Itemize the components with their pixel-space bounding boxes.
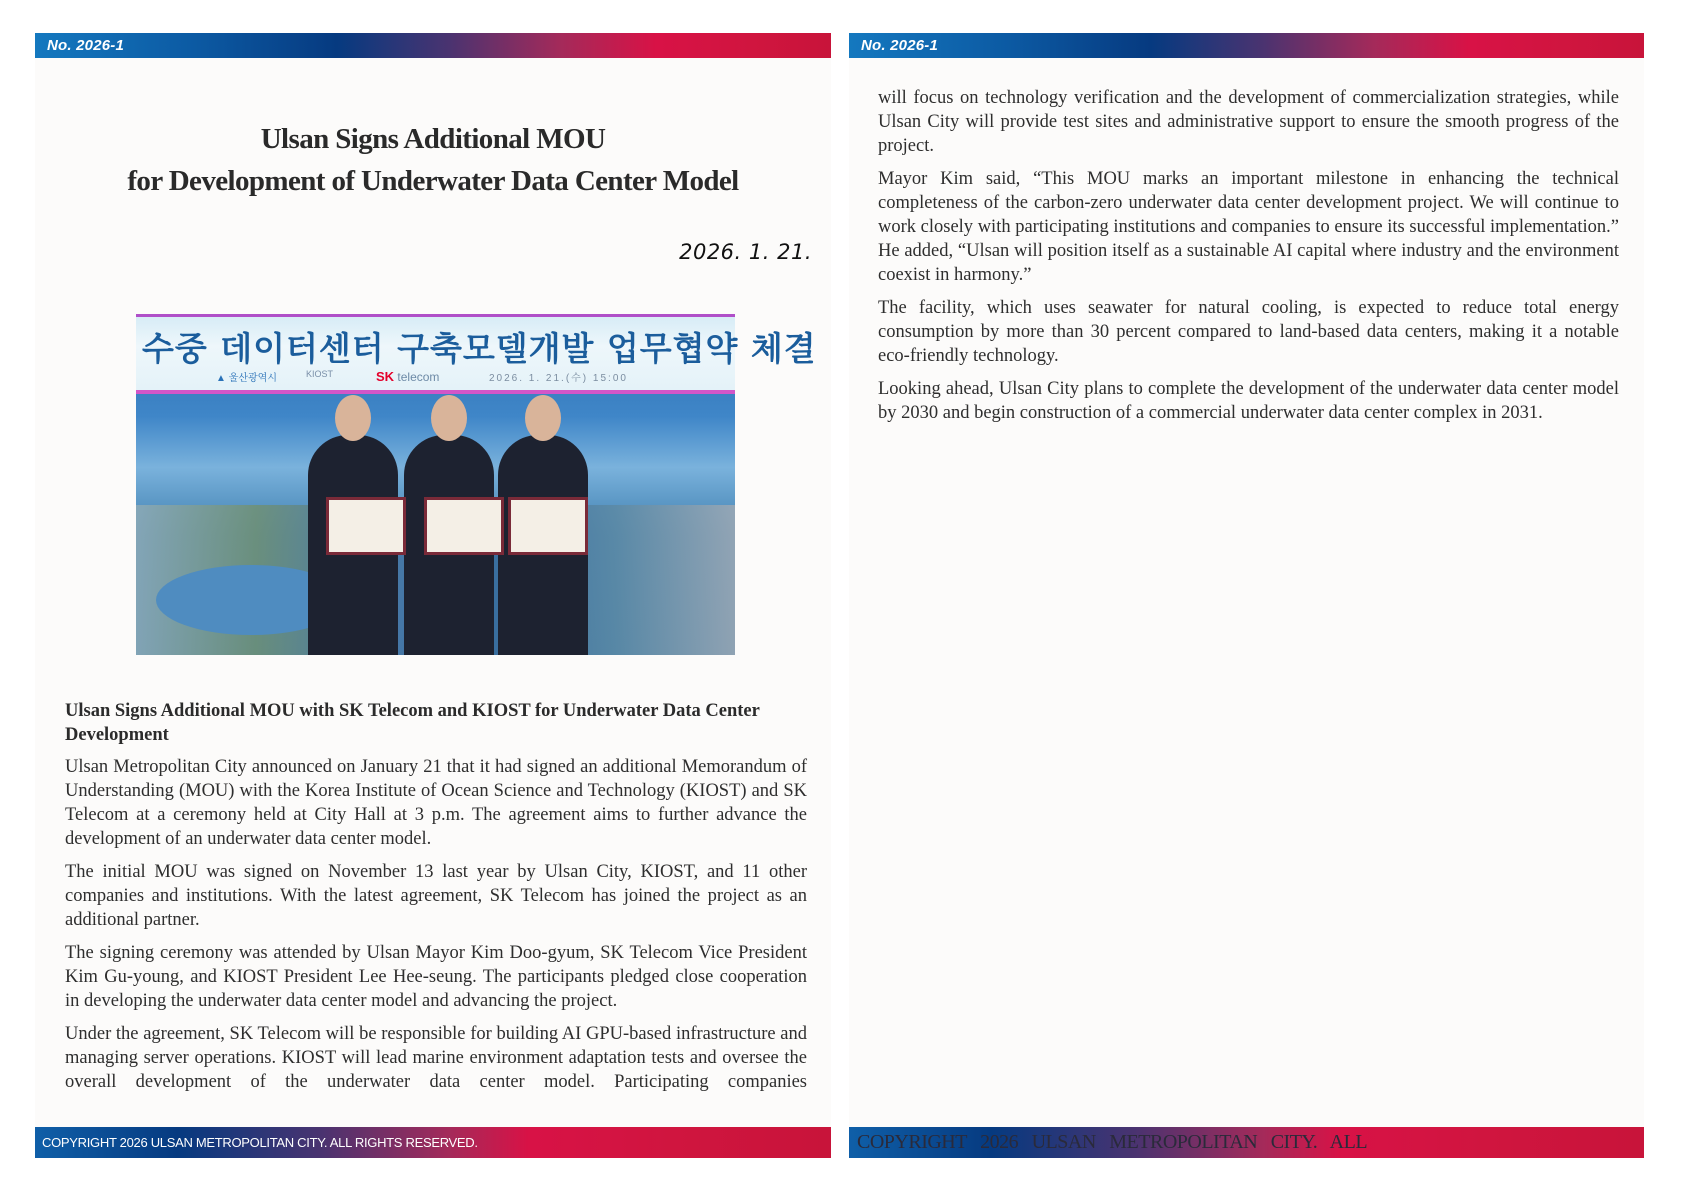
banner-logos: [136, 369, 735, 387]
sk-telecom-logo: SK telecom: [376, 369, 440, 384]
paragraph: Looking ahead, Ulsan City plans to complete the development of the underwater data center model by 2030 and begin construction of a commercial underwater data center complex in 2031.: [878, 379, 1619, 423]
copyright-text: COPYRIGHT 2026 ULSAN METROPOLITAN CITY. ALL: [857, 1131, 1368, 1153]
copyright-text: COPYRIGHT 2026 ULSAN METROPOLITAN CITY. ALL RIGHTS RESERVED.: [42, 1135, 478, 1150]
header-bar: [849, 33, 1644, 58]
title-line-2: for Development of Underwater Data Center Model: [127, 165, 739, 197]
paragraph: Ulsan Metropolitan City announced on January 21 that it had signed an additional Memorandum of Understanding (MOU) with the Korea Institute of Ocean Science and Technology (KIOST) and SK Telecom at a ceremony held at City Hall at 3 p.m. The agreement aims to further advance the development of an underwater data center model.: [65, 757, 807, 849]
paragraph: The initial MOU was signed on November 13 last year by Ulsan City, KIOST, and 11 other companies and institutions. With the latest agreement, SK Telecom has joined the project as an additional partner.: [65, 862, 807, 930]
footer-bar: [35, 1127, 831, 1158]
ceremony-banner: [136, 314, 817, 394]
title-line-1: Ulsan Signs Additional MOU: [260, 123, 606, 155]
paragraph: The signing ceremony was attended by Ulsan Mayor Kim Doo-gyum, SK Telecom Vice President Kim Gu-young, and KIOST President Lee Hee-seung. The participants pledged close cooperation in developing the underwater data center model and advancing the project.: [65, 943, 807, 1011]
paragraph: The facility, which uses seawater for natural cooling, is expected to reduce total energy consumption by more than 30 percent compared to land-based data centers, making it a notable eco-friendly technology.: [878, 298, 1619, 366]
mou-document: [326, 497, 406, 555]
paragraph: Mayor Kim said, “This MOU marks an important milestone in enhancing the technical completeness of the carbon-zero underwater data center development project. We will continue to work closely with participating institutions and companies to ensure its successful implementation.” He added, “Ulsan will position itself as a sustainable AI capital where industry and the environment coexist in harmony.”: [878, 169, 1619, 285]
article-body-left: [65, 755, 807, 1103]
footer-bar: [849, 1127, 1644, 1158]
ulsan-logo: ▲ 울산광역시: [216, 373, 277, 384]
header-bar: [35, 33, 831, 58]
release-date: 2026. 1. 21.: [679, 240, 812, 264]
kiost-logo: KIOST: [306, 369, 334, 379]
ceremony-photo: [136, 314, 817, 655]
article-subheading: Ulsan Signs Additional MOU with SK Telecom and KIOST for Underwater Data Center Development: [65, 701, 760, 745]
paragraph: Under the agreement, SK Telecom will be responsible for building AI GPU-based infrastructure and managing server operations. KIOST will lead marine environment adaptation tests and oversee the overall development of the underwater data center model. Participating companies: [65, 1024, 807, 1092]
mou-document: [508, 497, 588, 555]
document-number: No. 2026-1: [861, 37, 939, 54]
banner-title: 수중 데이터센터 구축모델개발 업무협약 체결: [142, 329, 817, 368]
document-number: No. 2026-1: [47, 37, 125, 54]
page-right: [849, 33, 1644, 1158]
paragraph: will focus on technology verification and the development of commercialization strategies, while Ulsan City will provide test sites and administrative support to ensure the smooth progress of the project.: [878, 88, 1619, 156]
banner-datetime: 2026. 1. 21.(수) 15:00: [489, 373, 628, 384]
page-title: [35, 118, 831, 202]
page-left: [35, 33, 831, 1158]
article-body-right: [878, 86, 1619, 434]
mou-document: [424, 497, 504, 555]
